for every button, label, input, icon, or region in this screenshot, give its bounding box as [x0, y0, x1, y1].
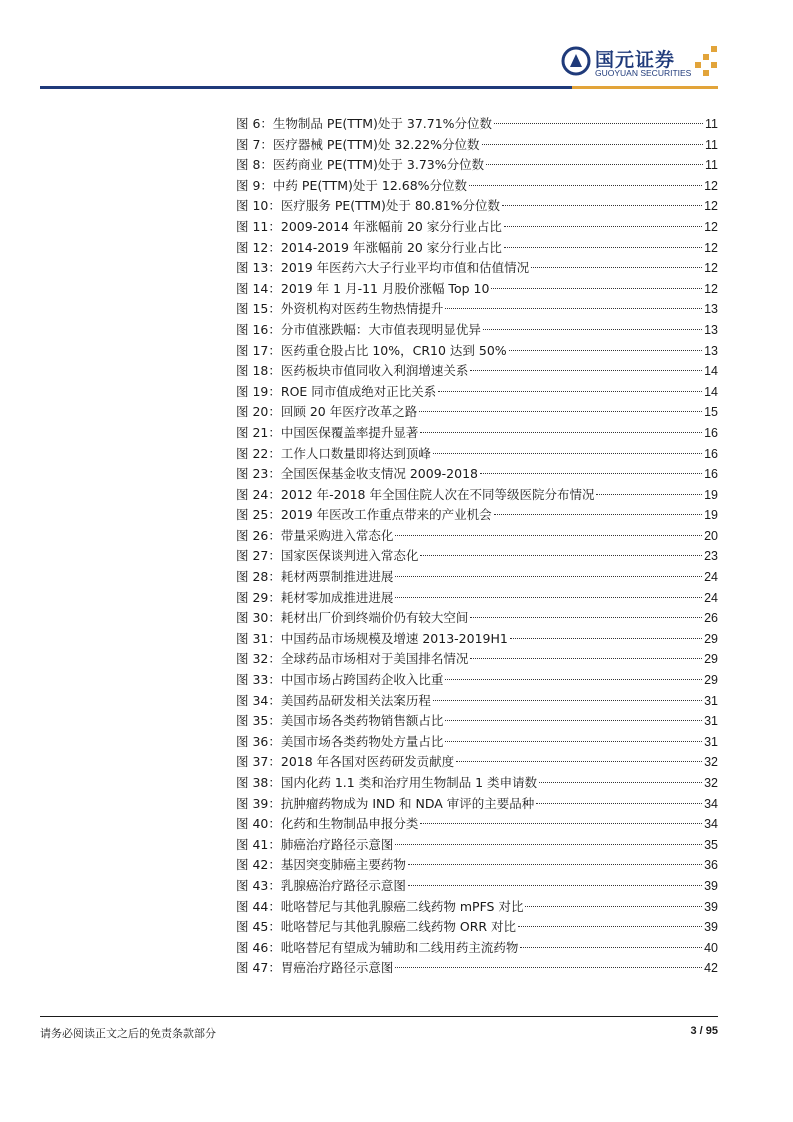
figure-list	[236, 114, 718, 979]
toc-dot-leader	[470, 658, 702, 659]
toc-entry[interactable]	[236, 135, 718, 156]
toc-dot-leader	[395, 597, 702, 598]
toc-entry-page: 19	[704, 508, 718, 523]
toc-entry[interactable]	[236, 608, 718, 629]
toc-entry-title: 图 12：2014-2019 年涨幅前 20 家分行业占比	[236, 239, 502, 255]
toc-entry-page: 12	[704, 261, 718, 276]
toc-entry-title: 图 13：2019 年医药六大子行业平均市值和估值情况	[236, 260, 530, 276]
toc-entry-page: 12	[704, 178, 718, 193]
toc-entry[interactable]	[236, 196, 718, 217]
toc-entry-title: 图 28：耗材两票制推进进展	[236, 569, 394, 585]
toc-dot-leader	[486, 164, 703, 165]
toc-entry-title: 图 43：乳腺癌治疗路径示意图	[236, 877, 406, 893]
toc-dot-leader	[482, 144, 703, 145]
toc-entry-title: 图 40：化药和生物制品申报分类	[236, 816, 419, 832]
toc-entry-title: 图 41：肺癌治疗路径示意图	[236, 836, 394, 852]
toc-entry-title: 图 37：2018 年各国对医药研发贡献度	[236, 754, 455, 770]
toc-entry[interactable]	[236, 670, 718, 691]
toc-entry-title: 图 35：美国市场各类药物销售额占比	[236, 713, 444, 729]
toc-entry-page: 36	[704, 858, 718, 873]
toc-entry[interactable]	[236, 629, 718, 650]
toc-entry-title: 图 27：国家医保谈判进入常态化	[236, 548, 419, 564]
toc-entry-page: 16	[704, 425, 718, 440]
toc-dot-leader	[470, 370, 702, 371]
toc-entry[interactable]	[236, 588, 718, 609]
toc-entry[interactable]	[236, 279, 718, 300]
toc-entry-title: 图 39：抗肿瘤药物成为 IND 和 NDA 审评的主要品种	[236, 795, 535, 811]
toc-entry-page: 19	[704, 487, 718, 502]
toc-dot-leader	[504, 226, 702, 227]
logo-decoration-icon	[693, 44, 721, 78]
toc-entry[interactable]	[236, 814, 718, 835]
toc-entry[interactable]	[236, 526, 718, 547]
header-accent-divider	[572, 86, 718, 89]
toc-entry-page: 40	[704, 940, 718, 955]
toc-entry-page: 29	[704, 652, 718, 667]
page-number: 3 / 95	[690, 1025, 718, 1037]
toc-entry[interactable]	[236, 320, 718, 341]
toc-dot-leader	[419, 411, 702, 412]
toc-entry[interactable]	[236, 238, 718, 259]
toc-entry-page: 26	[704, 611, 718, 626]
toc-entry-title: 图 31：中国药品市场规模及增速 2013-2019H1	[236, 630, 508, 646]
toc-entry[interactable]	[236, 794, 718, 815]
toc-entry-page: 14	[704, 384, 718, 399]
toc-dot-leader	[420, 823, 702, 824]
toc-dot-leader	[504, 247, 702, 248]
toc-dot-leader	[408, 885, 702, 886]
toc-entry-page: 14	[704, 364, 718, 379]
toc-entry[interactable]	[236, 217, 718, 238]
toc-dot-leader	[596, 494, 702, 495]
toc-entry-page: 32	[704, 755, 718, 770]
toc-entry[interactable]	[236, 897, 718, 918]
toc-entry[interactable]	[236, 299, 718, 320]
toc-dot-leader	[480, 473, 702, 474]
toc-entry-title: 图 18：医药板块市值同收入利润增速关系	[236, 363, 469, 379]
toc-entry[interactable]	[236, 773, 718, 794]
toc-entry[interactable]	[236, 155, 718, 176]
toc-entry-page: 16	[704, 467, 718, 482]
toc-entry-page: 12	[704, 219, 718, 234]
toc-dot-leader	[536, 803, 702, 804]
toc-dot-leader	[445, 308, 702, 309]
toc-entry-title: 图 17：医药重仓股占比 10%，CR10 达到 50%	[236, 342, 507, 358]
company-logo	[561, 42, 721, 82]
toc-entry-page: 15	[704, 405, 718, 420]
toc-entry-title: 图 29：耗材零加成推进进展	[236, 589, 394, 605]
toc-entry[interactable]	[236, 382, 718, 403]
toc-dot-leader	[470, 617, 702, 618]
toc-entry-page: 23	[704, 549, 718, 564]
toc-dot-leader	[456, 761, 702, 762]
toc-entry-page: 31	[704, 693, 718, 708]
toc-entry-title: 图 34：美国药品研发相关法案历程	[236, 692, 431, 708]
toc-entry-title: 图 42：基因突变肺癌主要药物	[236, 857, 406, 873]
toc-entry-page: 39	[704, 920, 718, 935]
toc-entry-title: 图 11：2009-2014 年涨幅前 20 家分行业占比	[236, 218, 502, 234]
toc-entry[interactable]	[236, 176, 718, 197]
toc-dot-leader	[509, 350, 702, 351]
toc-dot-leader	[420, 555, 702, 556]
toc-entry-page: 29	[704, 631, 718, 646]
toc-entry-page: 24	[704, 590, 718, 605]
toc-entry-title: 图 26：带量采购进入常态化	[236, 527, 394, 543]
toc-entry[interactable]	[236, 444, 718, 465]
toc-entry[interactable]	[236, 855, 718, 876]
toc-dot-leader	[531, 267, 702, 268]
toc-entry[interactable]	[236, 258, 718, 279]
toc-dot-leader	[510, 638, 702, 639]
toc-entry-title: 图 19：ROE 同市值成绝对正比关系	[236, 383, 437, 399]
logo-text-cn: 国元证券	[595, 49, 676, 71]
toc-dot-leader	[469, 185, 702, 186]
toc-entry[interactable]	[236, 649, 718, 670]
toc-entry[interactable]	[236, 711, 718, 732]
toc-entry-page: 13	[704, 343, 718, 358]
toc-entry-page: 31	[704, 714, 718, 729]
toc-entry-page: 31	[704, 734, 718, 749]
toc-entry-title: 图 44：吡咯替尼与其他乳腺癌二线药物 mPFS 对比	[236, 898, 524, 914]
toc-dot-leader	[494, 514, 702, 515]
toc-entry-page: 13	[704, 322, 718, 337]
toc-entry[interactable]	[236, 341, 718, 362]
toc-entry-title: 图 47：胃癌治疗路径示意图	[236, 960, 394, 976]
toc-entry-title: 图 32：全球药品市场相对于美国排名情况	[236, 651, 469, 667]
toc-entry-title: 图 45：吡咯替尼与其他乳腺癌二线药物 ORR 对比	[236, 919, 517, 935]
toc-entry-page: 29	[704, 673, 718, 688]
toc-entry-title: 图 16：分市值涨跌幅：大市值表现明显优异	[236, 321, 481, 337]
toc-entry-title: 图 10：医疗服务 PE(TTM)处于 80.81%分位数	[236, 198, 501, 214]
toc-dot-leader	[433, 453, 702, 454]
toc-entry-page: 34	[704, 817, 718, 832]
toc-dot-leader	[494, 123, 703, 124]
toc-entry[interactable]	[236, 835, 718, 856]
toc-entry[interactable]	[236, 546, 718, 567]
toc-entry[interactable]	[236, 691, 718, 712]
toc-dot-leader	[438, 391, 702, 392]
toc-entry[interactable]	[236, 567, 718, 588]
toc-entry-page: 11	[705, 158, 718, 173]
toc-entry-page: 11	[705, 117, 718, 131]
toc-entry[interactable]	[236, 876, 718, 897]
toc-entry-page: 16	[704, 446, 718, 461]
toc-dot-leader	[491, 288, 702, 289]
toc-entry[interactable]	[236, 361, 718, 382]
guoyuan-logo-icon	[561, 46, 591, 76]
toc-dot-leader	[420, 432, 702, 433]
toc-dot-leader	[408, 864, 702, 865]
toc-entry-title: 图 6：生物制品 PE(TTM)处于 37.71%分位数	[236, 116, 493, 131]
footer-divider	[40, 1016, 718, 1017]
toc-entry-title: 图 38：国内化药 1.1 类和治疗用生物制品 1 类申请数	[236, 775, 538, 790]
toc-dot-leader	[395, 535, 702, 536]
toc-dot-leader	[502, 205, 702, 206]
toc-entry-page: 12	[704, 281, 718, 296]
toc-entry-title: 图 8：医药商业 PE(TTM)处于 3.73%分位数	[236, 157, 485, 173]
toc-entry[interactable]	[236, 958, 718, 979]
toc-dot-leader	[518, 926, 702, 927]
toc-entry-title: 图 23：全国医保基金收支情况 2009-2018	[236, 466, 478, 482]
toc-entry-title: 图 36：美国市场各类药物处方量占比	[236, 733, 444, 749]
toc-entry-page: 12	[704, 240, 718, 255]
toc-entry-title: 图 21：中国医保覆盖率提升显著	[236, 424, 419, 440]
toc-dot-leader	[445, 679, 702, 680]
toc-entry-title: 图 9：中药 PE(TTM)处于 12.68%分位数	[236, 177, 468, 193]
toc-entry[interactable]	[236, 114, 718, 135]
toc-entry-title: 图 25：2019 年医改工作重点带来的产业机会	[236, 507, 492, 523]
toc-entry-title: 图 14：2019 年 1 月-11 月股价涨幅 Top 10	[236, 280, 490, 296]
toc-entry[interactable]	[236, 752, 718, 773]
toc-entry[interactable]	[236, 402, 718, 423]
toc-entry-page: 12	[704, 199, 718, 214]
toc-entry[interactable]	[236, 732, 718, 753]
toc-dot-leader	[539, 782, 702, 783]
toc-dot-leader	[395, 844, 702, 845]
toc-entry-page: 32	[704, 776, 718, 790]
toc-entry-page: 39	[704, 878, 718, 893]
toc-entry-page: 20	[704, 528, 718, 543]
logo-text-en: GUOYUAN SECURITIES	[595, 68, 692, 78]
toc-entry-page: 34	[704, 796, 718, 811]
toc-dot-leader	[395, 576, 702, 577]
toc-entry-title: 图 15：外资机构对医药生物热情提升	[236, 301, 444, 317]
toc-entry-title: 图 30：耗材出厂价到终端价仍有较大空间	[236, 610, 469, 626]
toc-entry[interactable]	[236, 917, 718, 938]
toc-entry-page: 13	[704, 302, 718, 317]
toc-entry[interactable]	[236, 505, 718, 526]
toc-entry[interactable]	[236, 423, 718, 444]
toc-dot-leader	[445, 720, 702, 721]
toc-entry-title: 图 46：吡咯替尼有望成为辅助和二线用药主流药物	[236, 939, 519, 955]
toc-entry[interactable]	[236, 464, 718, 485]
toc-entry-title: 图 20：回顾 20 年医疗改革之路	[236, 404, 418, 420]
toc-entry-page: 24	[704, 570, 718, 585]
toc-entry[interactable]	[236, 938, 718, 959]
toc-dot-leader	[483, 329, 702, 330]
toc-entry-page: 35	[704, 837, 718, 852]
toc-entry-title: 图 24：2012 年-2018 年全国住院人次在不同等级医院分布情况	[236, 486, 595, 502]
toc-entry[interactable]	[236, 485, 718, 506]
toc-entry-page: 42	[704, 961, 718, 976]
toc-entry-page: 11	[705, 137, 718, 152]
toc-dot-leader	[395, 967, 702, 968]
toc-entry-title: 图 7：医疗器械 PE(TTM)处 32.22%分位数	[236, 136, 480, 152]
toc-entry-page: 39	[704, 899, 718, 914]
footer-disclaimer: 请务必阅读正文之后的免责条款部分	[40, 1027, 216, 1040]
toc-dot-leader	[525, 906, 702, 907]
toc-dot-leader	[520, 947, 702, 948]
toc-entry-title: 图 22：工作人口数量即将达到顶峰	[236, 445, 431, 461]
toc-entry-title: 图 33：中国市场占跨国药企收入比重	[236, 672, 444, 688]
toc-dot-leader	[433, 700, 702, 701]
toc-dot-leader	[445, 741, 702, 742]
